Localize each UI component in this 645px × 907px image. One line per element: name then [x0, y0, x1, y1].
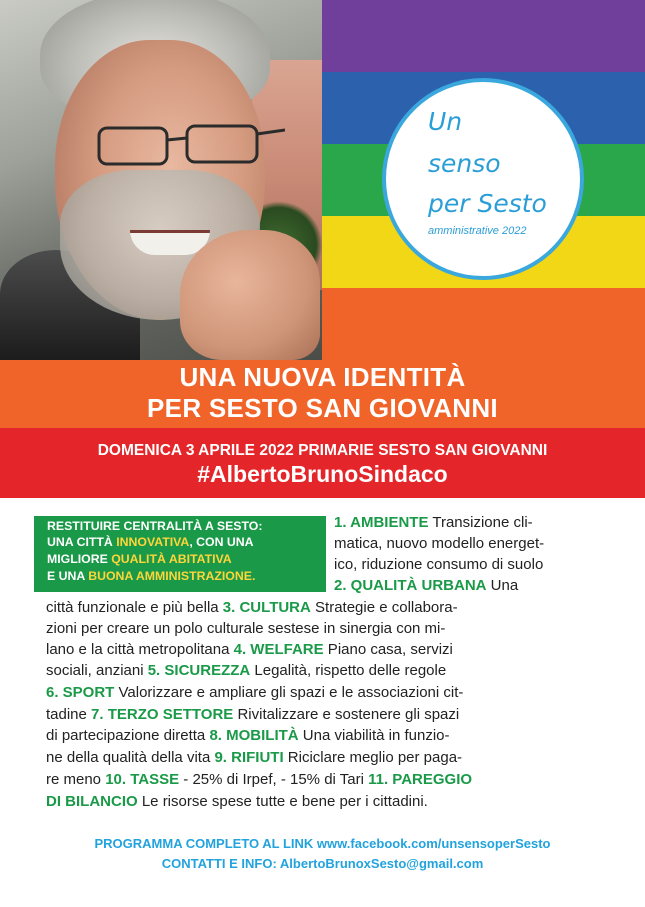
- intro-highlight: QUALITÀ ABITATIVA: [111, 552, 232, 566]
- logo-subtitle: amministrative 2022: [428, 225, 527, 237]
- intro-line-3: [47, 552, 232, 566]
- program-item-text: Legalità, rispetto delle regole: [250, 662, 447, 679]
- program-line: [46, 749, 462, 767]
- program-item-text: Piano casa, servizi: [323, 641, 453, 658]
- program-link[interactable]: PROGRAMMA COMPLETO AL LINK www.facebook.com/unsensoperSesto: [94, 836, 551, 851]
- program-line: [334, 514, 533, 532]
- program-item-title: DI BILANCIO: [46, 793, 138, 810]
- program-item-text: matica, nuovo modello energet-: [334, 535, 545, 552]
- program-item-text: lano e la città metropolitana: [46, 641, 234, 658]
- headline: [0, 362, 645, 424]
- program-item-text: Rivitalizzare e sostenere gli spazi: [233, 706, 460, 723]
- program-line: [46, 684, 463, 702]
- intro-text: RESTITUIRE CENTRALITÀ A SESTO:: [47, 519, 263, 533]
- program-item-text: sociali, anziani: [46, 662, 148, 679]
- program-item-title: 8. MOBILITÀ: [209, 727, 299, 744]
- logo-line-1: Un: [428, 107, 463, 136]
- program-item-text: ne della qualità della vita: [46, 749, 215, 766]
- intro-highlight: INNOVATIVA: [116, 535, 190, 549]
- intro-text: MIGLIORE: [47, 552, 112, 566]
- photo-glasses: [95, 120, 285, 170]
- program-item-text: Valorizzare e ampliare gli spazi e le associazioni cit-: [114, 684, 464, 701]
- headline-line-2: PER SESTO SAN GIOVANNI: [147, 393, 498, 423]
- intro-line-2: [47, 535, 254, 549]
- program-item-text: città funzionale e più bella: [46, 599, 223, 616]
- program-line: [46, 599, 458, 617]
- program-line: [334, 535, 544, 553]
- rainbow-stripe-purple: [322, 0, 645, 72]
- intro-line-4: [47, 569, 255, 583]
- program-item-text: Strategie e collabora-: [310, 599, 458, 616]
- program-item-title: 7. TERZO SETTORE: [91, 706, 234, 723]
- program-item-title: 4. WELFARE: [233, 641, 324, 658]
- program-item-title: 5. SICUREZZA: [147, 662, 251, 679]
- candidate-photo: [0, 0, 322, 360]
- headline-line-1: UNA NUOVA IDENTITÀ: [179, 362, 466, 392]
- program-item-text: Transizione cli-: [428, 514, 533, 531]
- program-item-text: ico, riduzione consumo di suolo: [334, 556, 544, 573]
- intro-text: UNA CITTÀ: [47, 535, 117, 549]
- program-line: [46, 662, 446, 680]
- intro-text: , CON UNA: [189, 535, 254, 549]
- program-item-title: 11. PAREGGIO: [368, 771, 473, 788]
- program-item-text: Le risorse spese tutte e bene per i cittadini.: [137, 793, 428, 810]
- photo-hand: [180, 230, 320, 360]
- event-date-line: DOMENICA 3 APRILE 2022 PRIMARIE SESTO SAN GIOVANNI: [97, 442, 548, 459]
- logo-line-2: senso: [428, 149, 501, 178]
- program-item-title: 6. SPORT: [46, 684, 115, 701]
- program-item-title: 2. QUALITÀ URBANA: [334, 577, 487, 594]
- program-line: [334, 556, 543, 574]
- intro-box: [34, 516, 326, 592]
- program-item-text: re meno: [46, 771, 106, 788]
- program-item-text: Una viabilità in funzio-: [298, 727, 450, 744]
- program-line: [46, 641, 453, 659]
- program-item-text: Una: [486, 577, 519, 594]
- program-item-text: Riciclare meglio per paga-: [283, 749, 463, 766]
- program-item-title: 10. TASSE: [105, 771, 180, 788]
- campaign-hashtag: #AlbertoBrunoSindaco: [197, 461, 448, 487]
- intro-text: E UNA: [47, 569, 89, 583]
- campaign-logo: [382, 78, 584, 280]
- program-line: [46, 771, 472, 789]
- rainbow-stripe-orange: [322, 288, 645, 360]
- program-item-text: zioni per creare un polo culturale sestese in sinergia con mi-: [46, 620, 446, 637]
- program-item-text: - 25% di Irpef, - 15% di Tari: [179, 771, 369, 788]
- program-item-title: 3. CULTURA: [222, 599, 311, 616]
- intro-highlight: BUONA AMMINISTRAZIONE.: [88, 569, 256, 583]
- program-item-title: 1. AMBIENTE: [334, 514, 429, 531]
- contact-email[interactable]: CONTATTI E INFO: AlbertoBrunoxSesto@gmail.com: [161, 856, 484, 871]
- program-item-text: tadine: [46, 706, 92, 723]
- program-line: [334, 577, 518, 595]
- intro-line-1: [47, 519, 262, 533]
- program-line: [46, 706, 459, 724]
- program-line: [46, 620, 445, 638]
- program-item-text: di partecipazione diretta: [46, 727, 210, 744]
- logo-line-3: per Sesto: [428, 189, 547, 218]
- program-item-title: 9. RIFIUTI: [214, 749, 284, 766]
- program-line: [46, 727, 450, 745]
- program-line: [46, 793, 428, 811]
